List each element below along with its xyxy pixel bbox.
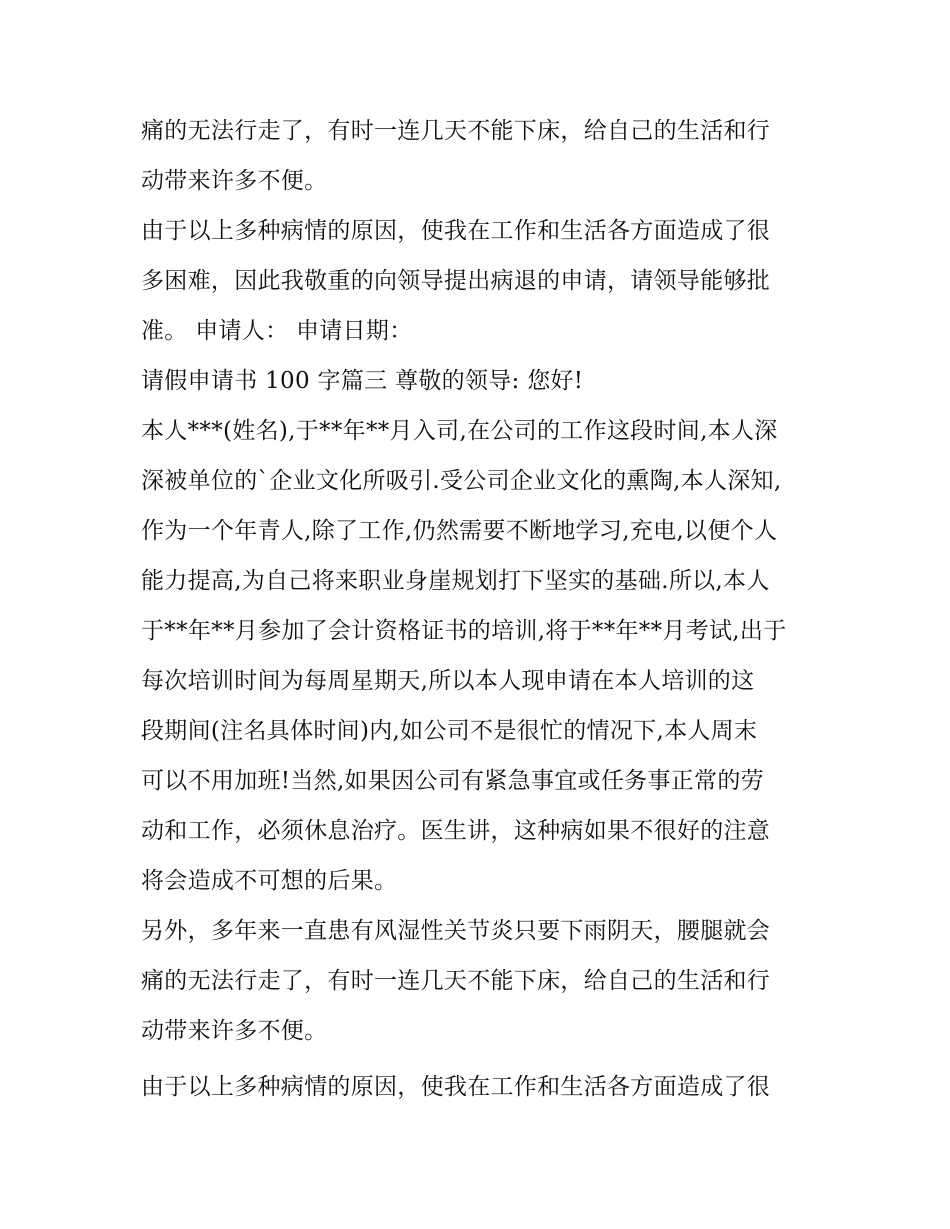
text-line: 深被单位的`企业文化所吸引.受公司企业文化的熏陶,本人深知, — [141, 468, 782, 494]
text-line: 将会造成不可想的后果。 — [141, 868, 398, 894]
text-line: 每次培训时间为每周星期天,所以本人现申请在本人培训的这 — [141, 668, 755, 694]
text-line: 能力提高,为自己将来职业身崖规划打下坚实的基础.所以,本人 — [141, 568, 770, 594]
text-line: 段期间(注名具体时间)内,如公司不是很忙的情况下,本人周末 — [141, 718, 758, 744]
text-line: 动带来许多不便。 — [141, 168, 328, 194]
text-line: 由于以上多种病情的原因，使我在工作和生活各方面造成了很 — [141, 218, 771, 244]
text-line: 可以不用加班!当然,如果因公司有紧急事宜或任务事正常的劳 — [141, 768, 764, 794]
text-line: 本人***(姓名),于**年**月入司,在公司的工作这段时间,本人深 — [141, 418, 778, 444]
text-line: 另外，多年来一直患有风湿性关节炎只要下雨阴天，腰腿就会 — [141, 918, 771, 944]
text-line: 作为一个年青人,除了工作,仍然需要不断地学习,充电,以便个人 — [141, 518, 778, 544]
text-line: 动带来许多不便。 — [141, 1018, 328, 1044]
section-heading-line: 请假申请书 100 字篇三 尊敬的领导: 您好! — [141, 368, 584, 394]
text-line: 痛的无法行走了，有时一连几天不能下床，给自己的生活和行 — [141, 118, 771, 144]
text-line: 痛的无法行走了，有时一连几天不能下床，给自己的生活和行 — [141, 968, 771, 994]
text-line: 准。 申请人： 申请日期： — [141, 318, 413, 344]
text-line: 多困难，因此我敬重的向领导提出病退的申请，请领导能够批 — [141, 268, 771, 294]
text-line: 动和工作，必须休息治疗。医生讲，这种病如果不很好的注意 — [141, 818, 771, 844]
text-line: 由于以上多种病情的原因，使我在工作和生活各方面造成了很 — [141, 1074, 771, 1100]
text-line: 于**年**月参加了会计资格证书的培训,将于**年**月考试,出于 — [141, 618, 787, 644]
